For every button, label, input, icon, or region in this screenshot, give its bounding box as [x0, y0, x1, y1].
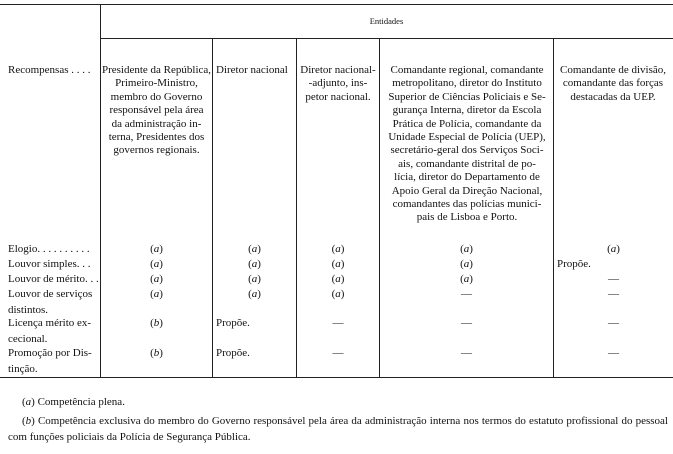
table-cell: (a) — [248, 258, 261, 270]
table-cell: (a) — [331, 258, 345, 270]
table-cell: (b) — [150, 347, 163, 359]
row-label-licenca: Licença mérito ex- cecional. — [8, 317, 92, 345]
row-label-louvor-servicos: Louvor de serviços distintos. — [8, 288, 93, 316]
table-cell: — — [461, 288, 472, 300]
table-cell: Propõe. — [216, 317, 250, 329]
row-label-louvor-merito: Louvor de mérito. . . — [8, 273, 99, 285]
table-cell: (a) — [331, 288, 345, 300]
row-label-louvor-simples: Louvor simples. . . — [8, 258, 91, 270]
table-cell: (a) — [248, 273, 261, 285]
table-cell: — — [608, 288, 619, 300]
group-header-rule — [100, 38, 673, 39]
table-cell: (a) — [150, 273, 163, 285]
column-header-1: Presidente da República, Primeiro-Ministro, membro do Governo responsável pela área da administração in- terna, Presidentes dos governos regionais. — [101, 64, 212, 157]
table-cell: — — [332, 317, 344, 329]
table-cell: (a) — [460, 273, 473, 285]
table-cell: — — [608, 347, 619, 359]
footnote-b: (b) Competência exclusiva do membro do Governo responsável pela área da administração interna nos termos do estatuto profissional do pessoal com funções policiais da Polícia de Segurança Pública. — [8, 415, 668, 443]
column-header-4: Comandante regional, comandante metropolitano, diretor do Instituto Superior de Ciências Policiais e Se- gurança Interna, diretor da Escola Prática de Polícia, comandante da Unidade Especial de Polícia (UEP), secretário-geral dos Serviços Soci- ais, comandante distrital de po- lícia, diretor do Departamento de Apoio Geral da Direção Nacional, comandantes das polícias munici- pais de Lisboa e Porto. — [388, 64, 546, 224]
table-cell: (a) — [150, 243, 163, 255]
table-cell: Propõe. — [216, 347, 250, 359]
table-cell: — — [461, 347, 472, 359]
table-cell: (a) — [460, 243, 473, 255]
table-cell: (a) — [150, 288, 163, 300]
footnote-a: (a) Competência plena. — [22, 396, 125, 408]
table-cell: — — [332, 347, 344, 359]
table-cell: (a) — [150, 258, 163, 270]
column-header-3: Diretor nacional- -adjunto, ins- petor nacional. — [300, 64, 376, 103]
row-label-elogio: Elogio. . . . . . . . . . — [8, 243, 90, 255]
row-label-promocao: Promoção por Dis- tinção. — [8, 347, 92, 375]
table-cell: — — [608, 317, 619, 329]
table-cell: (a) — [248, 288, 261, 300]
table-bottom-rule — [0, 377, 673, 378]
table-cell: (a) — [331, 243, 345, 255]
column-header-5: Comandante de divisão, comandante das forças destacadas da UEP. — [559, 64, 666, 103]
table-cell: (a) — [460, 258, 473, 270]
table-cell: (a) — [331, 273, 345, 285]
column-header-2: Diretor nacional — [216, 64, 288, 76]
table-cell: (a) — [248, 243, 261, 255]
column-divider-1 — [212, 38, 213, 377]
table-cell: (b) — [150, 317, 163, 329]
table-cell: — — [461, 317, 472, 329]
group-header: Entidades — [369, 16, 404, 26]
stub-header: Recompensas . . . . — [8, 64, 91, 76]
table-cell: Propõe. — [557, 258, 591, 270]
table-cell: — — [608, 273, 619, 285]
table-cell: (a) — [607, 243, 620, 255]
